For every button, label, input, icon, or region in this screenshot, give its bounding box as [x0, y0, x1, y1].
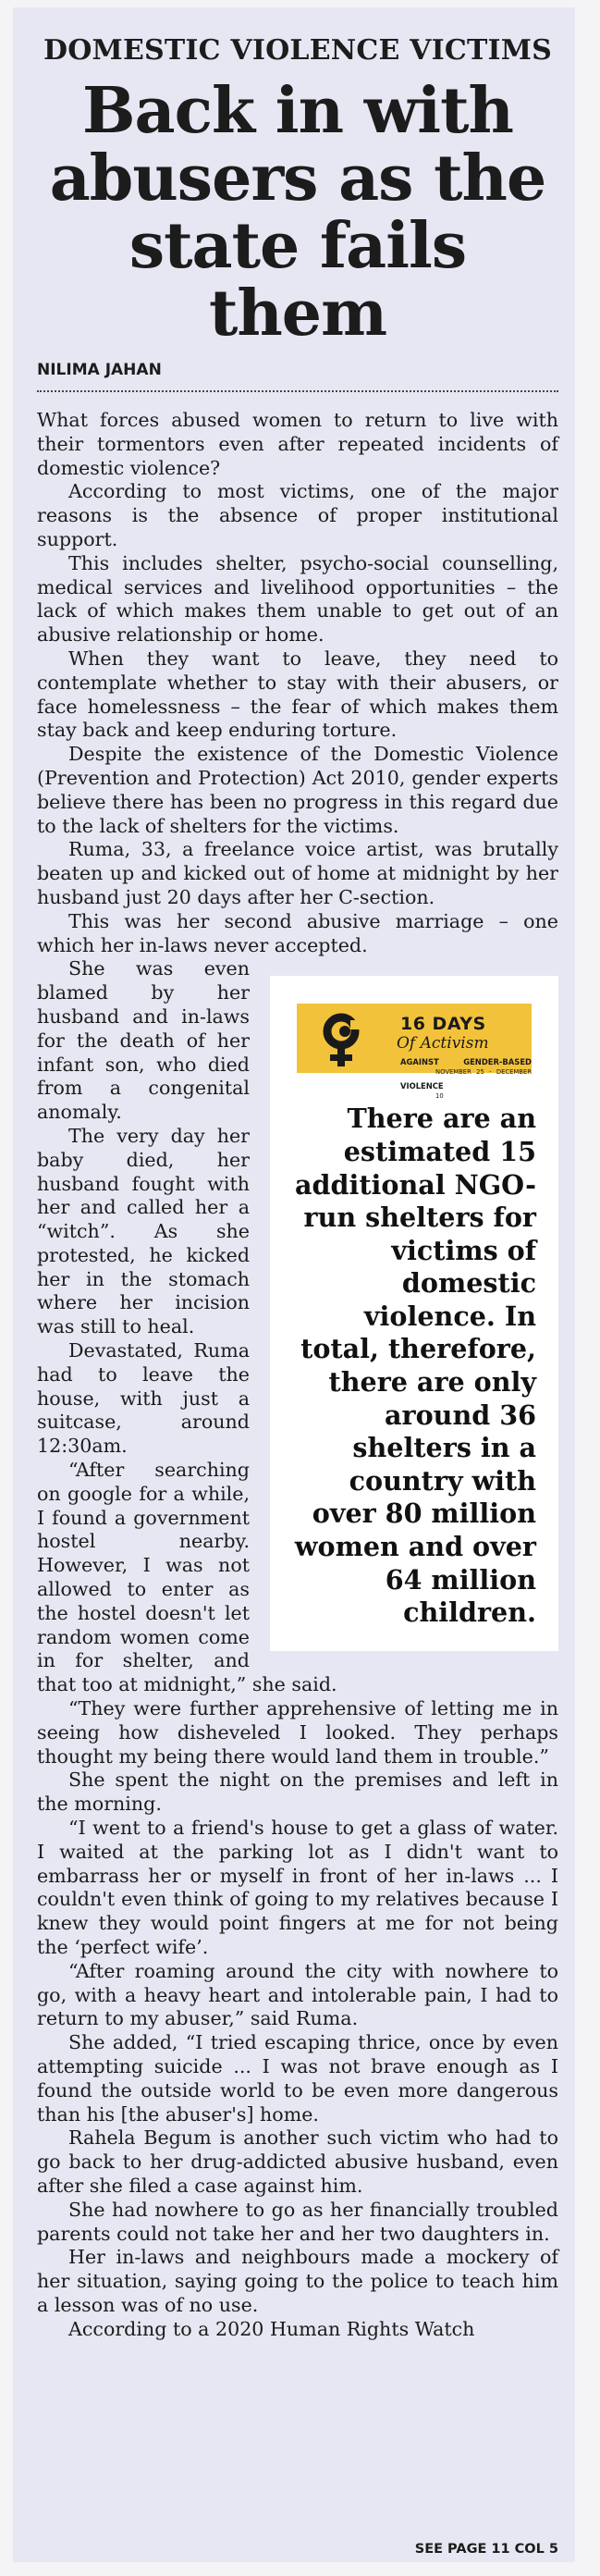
paragraph: According to a 2020 Human Rights Watch — [68, 2317, 475, 2340]
paragraph: She added, “I tried escaping thrice, once by even attempting suicide ... I was not brave enough as I found the outside world to be even more dangerous than his [the abuser's] home. — [37, 2031, 558, 2126]
venus-symbol-icon — [312, 1007, 397, 1070]
headline — [37, 74, 558, 351]
badge-subtitle: Of Activism — [397, 1034, 489, 1054]
paragraph: Her in-laws and neighbours made a mockery of her situation, saying going to the police to teach him a lesson was of no use. — [37, 2246, 558, 2316]
paragraph: Ruma, 33, a freelance voice artist, was brutally beaten up and kicked out of home at midnight by her husband just 20 days after her C-section. — [37, 838, 558, 908]
badge-tagline: AGAINST GENDER-BASED VIOLENCE — [400, 1057, 532, 1091]
badge-title: 16 DAYS — [400, 1014, 486, 1035]
badge-dates: NOVEMBER 25 - DECEMBER 10 — [435, 1068, 532, 1101]
paragraph: She was even blamed by her husband and in-laws for the death of her infant son, who died from a congenital anomaly. — [37, 957, 250, 1124]
continuation-note: SEE PAGE 11 COL 5 — [414, 2542, 558, 2557]
campaign-badge — [297, 1004, 532, 1101]
paragraph: When they want to leave, they need to contemplate whether to stay with their abusers, or face homelessness – the fear of which makes them stay back and keep enduring torture. — [37, 647, 558, 742]
paragraph: “They were further apprehensive of letting me in seeing how disheveled I looked. They perhaps thought my being there would land them in trouble.” — [37, 1697, 558, 1768]
kicker: DOMESTIC VIOLENCE VICTIMS — [43, 34, 552, 67]
byline: NILIMA JAHAN — [37, 361, 558, 392]
article-page — [13, 7, 575, 2562]
paragraph: According to most victims, one of the major reasons is the absence of proper institutional support. — [37, 480, 558, 550]
pull-quote: There are an estimated 15 additional NGO-run shelters for victims of domestic violence. In total, therefore, there are only around 36 shelters in a country with over 80 million women and over 64 million children. — [294, 1103, 536, 1629]
sidebar-box — [270, 976, 558, 1651]
paragraph: She spent the night on the premises and left in the morning. — [37, 1769, 558, 1816]
article-body — [37, 409, 558, 2342]
paragraph: She had nowhere to go as her financially troubled parents could not take her and her two daughters in. — [37, 2198, 558, 2245]
paragraph: “After searching on google for a while, I found a government hostel nearby. However, I was not allowed to enter as the hostel doesn't let random women come in for shelter, and that too at midnight,” she said. — [37, 1459, 337, 1696]
paragraph: What forces abused women to return to live with their tormentors even after repeated incidents of domestic violence? — [37, 409, 558, 479]
paragraph: Despite the existence of the Domestic Violence (Prevention and Protection) Act 2010, gender experts believe there has been no progress in this regard due to the lack of shelters for the victims. — [37, 743, 558, 837]
headline-line-2: abusers as the — [49, 142, 546, 216]
paragraph: Devastated, Ruma had to leave the house, with just a suitcase, around 12:30am. — [37, 1339, 250, 1458]
paragraph: This includes shelter, psycho-social counselling, medical services and livelihood opportunities – the lack of which makes them unable to get out of an abusive relationship or home. — [37, 551, 558, 647]
headline-line-3: state fails them — [129, 209, 467, 351]
paragraph: Rahela Begum is another such victim who had to go back to her drug-addicted abusive husband, even after she filed a case against him. — [37, 2126, 558, 2197]
paragraph: This was her second abusive marriage – one which her in-laws never accepted. — [37, 909, 558, 956]
paragraph: “I went to a friend's house to get a glass of water. I waited at the parking lot as I didn't want to embarrass her or myself in front of her in-laws ... I couldn't even think of going to my relatives because I knew they would point fingers at me for not being the ‘perfect wife’. — [37, 1817, 558, 1958]
paragraph: “After roaming around the city with nowhere to go, with a heavy heart and intolerable pain, I had to return to my abuser,” said Ruma. — [37, 1959, 558, 2030]
headline-line-1: Back in with — [82, 74, 513, 148]
paragraph: The very day her baby died, her husband fought with her and called her a “witch”. As she protested, he kicked her in the stomach where her incision was still to heal. — [37, 1124, 250, 1338]
